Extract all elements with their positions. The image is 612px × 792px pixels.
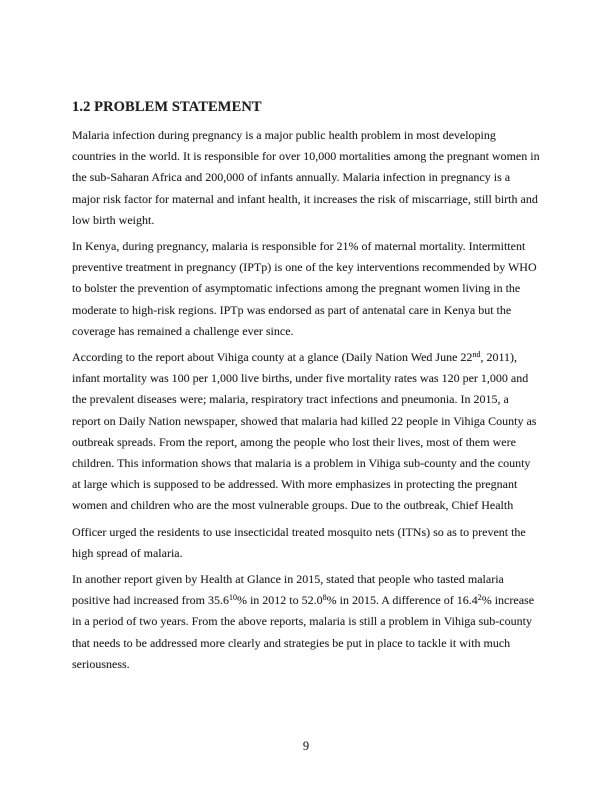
text-segment: % in 2015. A difference of 16.4 <box>326 593 478 608</box>
text-segment: % increase <box>481 593 535 608</box>
text-segment: infant mortality was 100 per 1,000 live births, under five mortality rates was 120 per 1,000 and <box>72 371 529 386</box>
text-segment: , 2011), <box>480 350 517 365</box>
text-segment: the sub-Saharan Africa and 200,000 of infants annually. Malaria infection in pregnancy is a <box>72 170 511 185</box>
text-segment: report on Daily Nation newspaper, showed that malaria had killed 22 people in Vihiga County as <box>72 413 537 428</box>
text-line <box>72 522 548 543</box>
text-segment: outbreak spreads. From the report, among the people who lost their lives, most of them were <box>72 434 516 449</box>
page-number: 9 <box>302 739 310 753</box>
text-segment: high spread of malaria. <box>72 545 183 560</box>
text-segment: at large which is supposed to be addressed. With more emphasizes in protecting the pregnant <box>72 477 518 492</box>
superscript: 2 <box>477 592 482 602</box>
paragraph-vihiga-report <box>72 347 548 517</box>
text-segment: children. This information shows that malaria is a problem in Vihiga sub-county and the county <box>72 456 531 471</box>
text-line <box>72 411 548 432</box>
text-line <box>72 633 548 654</box>
text-line <box>72 189 548 210</box>
section-heading: 1.2 PROBLEM STATEMENT <box>72 99 262 115</box>
text-segment: Officer urged the residents to use insecticidal treated mosquito nets (ITNs) so as to prevent the <box>72 524 526 539</box>
text-segment: According to the report about Vihiga county at a glance (Daily Nation Wed June 22 <box>72 350 473 365</box>
text-line <box>72 543 548 564</box>
text-segment: in a period of two years. From the above reports, malaria is still a problem in Vihiga sub-county <box>72 614 532 629</box>
text-segment: to bolster the prevention of asymptomatic infections among the pregnant women living in the <box>72 281 521 296</box>
text-segment: major risk factor for maternal and infant health, it increases the risk of miscarriage, still birth and <box>72 191 538 206</box>
text-line <box>72 453 548 474</box>
text-segment: moderate to high-risk regions. IPTp was endorsed as part of antenatal care in Kenya but the <box>72 302 512 317</box>
text-line <box>72 278 548 299</box>
paragraph-kenya-iptp <box>72 236 548 342</box>
text-line <box>72 611 548 632</box>
paragraph-problem-overview <box>72 125 548 231</box>
superscript: 8 <box>322 592 327 602</box>
text-line <box>72 389 548 410</box>
text-segment: countries in the world. It is responsible for over 10,000 mortalities among the pregnant women in <box>72 149 540 164</box>
text-line <box>72 210 548 231</box>
text-segment: In another report given by Health at Glance in 2015, stated that people who tasted malaria <box>72 572 504 587</box>
paragraph-health-officer <box>72 522 548 564</box>
text-segment: positive had increased from 35.6 <box>72 593 229 608</box>
text-segment: In Kenya, during pregnancy, malaria is responsible for 21% of maternal mortality. Intermittent <box>72 239 526 254</box>
text-line <box>72 321 548 342</box>
text-line <box>72 432 548 453</box>
paragraph-health-at-glance <box>72 569 548 675</box>
text-line <box>72 347 548 368</box>
text-segment: seriousness. <box>72 656 130 671</box>
text-line <box>72 236 548 257</box>
text-segment: low birth weight. <box>72 212 155 227</box>
text-segment: coverage has remained a challenge ever since. <box>72 323 294 338</box>
superscript: 10 <box>228 592 237 602</box>
text-line <box>72 167 548 188</box>
superscript: nd <box>472 349 481 359</box>
text-segment: the prevalent diseases were; malaria, respiratory tract infections and pneumonia. In 2015, a <box>72 392 509 407</box>
text-segment: that needs to be addressed more clearly and strategies be put in place to tackle it with much <box>72 635 511 650</box>
text-segment: women and children who are the most vulnerable groups. Due to the outbreak, Chief Health <box>72 498 514 513</box>
text-segment: Malaria infection during pregnancy is a major public health problem in most developing <box>72 128 496 142</box>
text-line <box>72 257 548 278</box>
text-line <box>72 125 548 146</box>
document-body <box>72 98 548 680</box>
text-line <box>72 300 548 321</box>
text-line <box>72 474 548 495</box>
text-line <box>72 368 548 389</box>
text-line <box>72 654 548 675</box>
text-segment: preventive treatment in pregnancy (IPTp) is one of the key interventions recommended by WHO <box>72 260 537 275</box>
text-segment: % in 2012 to 52.0 <box>236 593 323 608</box>
text-line <box>72 495 548 516</box>
text-line <box>72 569 548 590</box>
text-line <box>72 590 548 611</box>
text-line <box>72 146 548 167</box>
